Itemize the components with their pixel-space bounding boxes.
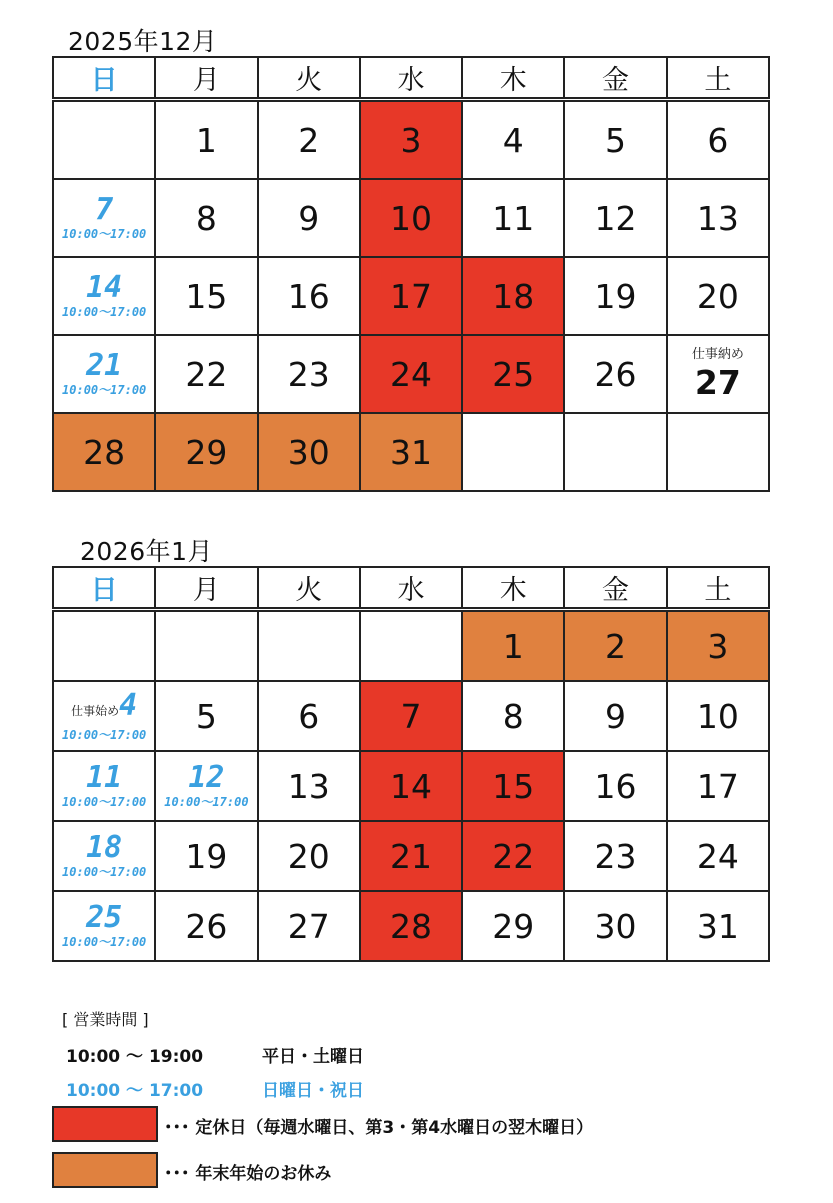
day-cell: 24 bbox=[667, 821, 769, 891]
holiday-day-cell: 30 bbox=[258, 413, 360, 491]
closed-day-cell: 15 bbox=[462, 751, 564, 821]
day-cell: 11 bbox=[462, 179, 564, 257]
weekday-header: 水 bbox=[360, 567, 462, 610]
sunday-date: 11 bbox=[86, 760, 123, 795]
day-cell: 13 bbox=[667, 179, 769, 257]
first-workday-cell bbox=[53, 681, 155, 751]
holiday-day-cell: 3 bbox=[667, 610, 769, 682]
day-cell: 30 bbox=[564, 891, 666, 961]
day-cell: 29 bbox=[462, 891, 564, 961]
weekday-header: 日 bbox=[53, 567, 155, 610]
empty-day-cell bbox=[53, 610, 155, 682]
sunday-cell bbox=[53, 891, 155, 961]
closed-day-cell: 25 bbox=[462, 335, 564, 413]
empty-day-cell bbox=[258, 610, 360, 682]
weekday-header: 日 bbox=[53, 57, 155, 100]
month-title-december: 2025年12月 bbox=[68, 27, 218, 56]
day-cell: 10 bbox=[667, 681, 769, 751]
empty-day-cell bbox=[564, 413, 666, 491]
sunday-date: 7 bbox=[95, 192, 114, 227]
day-cell: 5 bbox=[155, 681, 257, 751]
day-cell: 6 bbox=[258, 681, 360, 751]
day-cell: 8 bbox=[462, 681, 564, 751]
sunday-hours: 10:00～17:00 bbox=[62, 865, 147, 879]
closed-legend-text: ･･･ 定休日（毎週水曜日、第3・第4水曜日の翌木曜日） bbox=[164, 1118, 594, 1138]
day-cell: 19 bbox=[155, 821, 257, 891]
closed-day-cell: 7 bbox=[360, 681, 462, 751]
closed-day-cell: 17 bbox=[360, 257, 462, 335]
sunday-date: 21 bbox=[86, 348, 123, 383]
day-cell: 8 bbox=[155, 179, 257, 257]
holiday-day-cell: 31 bbox=[360, 413, 462, 491]
holiday-day-cell: 28 bbox=[53, 413, 155, 491]
closed-swatch bbox=[52, 1106, 158, 1142]
sunday-date: 4 bbox=[119, 687, 138, 723]
weekday-header: 火 bbox=[258, 57, 360, 100]
weekday-header: 水 bbox=[360, 57, 462, 100]
sunday-hours-legend: 10:00 ～ 17:00 bbox=[66, 1081, 204, 1101]
day-cell: 26 bbox=[564, 335, 666, 413]
holiday-day-cell: 29 bbox=[155, 413, 257, 491]
day-cell: 22 bbox=[155, 335, 257, 413]
closed-day-cell: 18 bbox=[462, 257, 564, 335]
weekday-label: 平日・土曜日 bbox=[262, 1047, 364, 1067]
day-cell: 20 bbox=[667, 257, 769, 335]
last-workday-note: 仕事納め bbox=[691, 346, 744, 362]
sunday-date: 14 bbox=[86, 270, 123, 305]
sunday-hours: 10:00～17:00 bbox=[62, 935, 147, 949]
day-cell: 16 bbox=[564, 751, 666, 821]
closed-day-cell: 21 bbox=[360, 821, 462, 891]
month-title-january: 2026年1月 bbox=[80, 537, 214, 566]
day-cell: 26 bbox=[155, 891, 257, 961]
weekday-header: 木 bbox=[462, 57, 564, 100]
day-cell: 31 bbox=[667, 891, 769, 961]
sunday-cell bbox=[53, 751, 155, 821]
empty-day-cell bbox=[462, 413, 564, 491]
holiday-hours: 10:00～17:00 bbox=[164, 795, 249, 809]
empty-day-cell bbox=[155, 610, 257, 682]
day-cell: 4 bbox=[462, 100, 564, 180]
weekday-header: 月 bbox=[155, 57, 257, 100]
closed-day-cell: 14 bbox=[360, 751, 462, 821]
day-cell: 23 bbox=[258, 335, 360, 413]
sunday-label-legend: 日曜日・祝日 bbox=[262, 1081, 364, 1101]
day-cell: 19 bbox=[564, 257, 666, 335]
holiday-date: 12 bbox=[188, 760, 225, 795]
day-cell: 5 bbox=[564, 100, 666, 180]
holiday-day-cell: 2 bbox=[564, 610, 666, 682]
weekday-header: 土 bbox=[667, 567, 769, 610]
sunday-cell bbox=[53, 257, 155, 335]
weekday-header: 火 bbox=[258, 567, 360, 610]
weekday-header: 土 bbox=[667, 57, 769, 100]
sunday-cell bbox=[53, 179, 155, 257]
sunday-date: 18 bbox=[86, 830, 123, 865]
sunday-hours: 10:00～17:00 bbox=[62, 383, 147, 397]
closed-day-cell: 3 bbox=[360, 100, 462, 180]
weekday-header: 金 bbox=[564, 567, 666, 610]
holiday-swatch bbox=[52, 1152, 158, 1188]
day-cell: 16 bbox=[258, 257, 360, 335]
sunday-hours: 10:00～17:00 bbox=[62, 727, 147, 742]
day-cell: 13 bbox=[258, 751, 360, 821]
day-cell: 23 bbox=[564, 821, 666, 891]
day-cell: 6 bbox=[667, 100, 769, 180]
day-cell: 1 bbox=[155, 100, 257, 180]
closed-day-cell: 22 bbox=[462, 821, 564, 891]
sunday-date: 25 bbox=[86, 900, 123, 935]
legend-heading: [ 営業時間 ] bbox=[62, 1010, 149, 1029]
sunday-hours: 10:00～17:00 bbox=[62, 305, 147, 319]
day-cell: 27 bbox=[258, 891, 360, 961]
sunday-cell bbox=[53, 335, 155, 413]
day-cell: 2 bbox=[258, 100, 360, 180]
holiday-day-cell: 1 bbox=[462, 610, 564, 682]
sunday-hours: 10:00～17:00 bbox=[62, 795, 147, 809]
day-cell: 12 bbox=[564, 179, 666, 257]
closed-day-cell: 24 bbox=[360, 335, 462, 413]
weekday-header: 月 bbox=[155, 567, 257, 610]
day-cell: 15 bbox=[155, 257, 257, 335]
calendar-december bbox=[52, 56, 770, 492]
closed-day-cell: 28 bbox=[360, 891, 462, 961]
sunday-hours: 10:00～17:00 bbox=[62, 227, 147, 241]
day-cell: 17 bbox=[667, 751, 769, 821]
day-cell: 9 bbox=[258, 179, 360, 257]
weekday-hours: 10:00 ～ 19:00 bbox=[66, 1047, 204, 1067]
sunday-cell bbox=[53, 821, 155, 891]
empty-day-cell bbox=[53, 100, 155, 180]
closed-day-cell: 10 bbox=[360, 179, 462, 257]
public-holiday-cell bbox=[155, 751, 257, 821]
day-cell: 20 bbox=[258, 821, 360, 891]
weekday-header: 金 bbox=[564, 57, 666, 100]
holiday-legend-text: ･･･ 年末年始のお休み bbox=[164, 1164, 332, 1184]
first-workday-note: 仕事始め bbox=[71, 703, 120, 718]
calendar-january bbox=[52, 566, 770, 962]
empty-day-cell bbox=[667, 413, 769, 491]
day-cell: 9 bbox=[564, 681, 666, 751]
empty-day-cell bbox=[360, 610, 462, 682]
last-workday-date: 27 bbox=[694, 362, 741, 402]
last-workday-cell bbox=[667, 335, 769, 413]
weekday-header: 木 bbox=[462, 567, 564, 610]
